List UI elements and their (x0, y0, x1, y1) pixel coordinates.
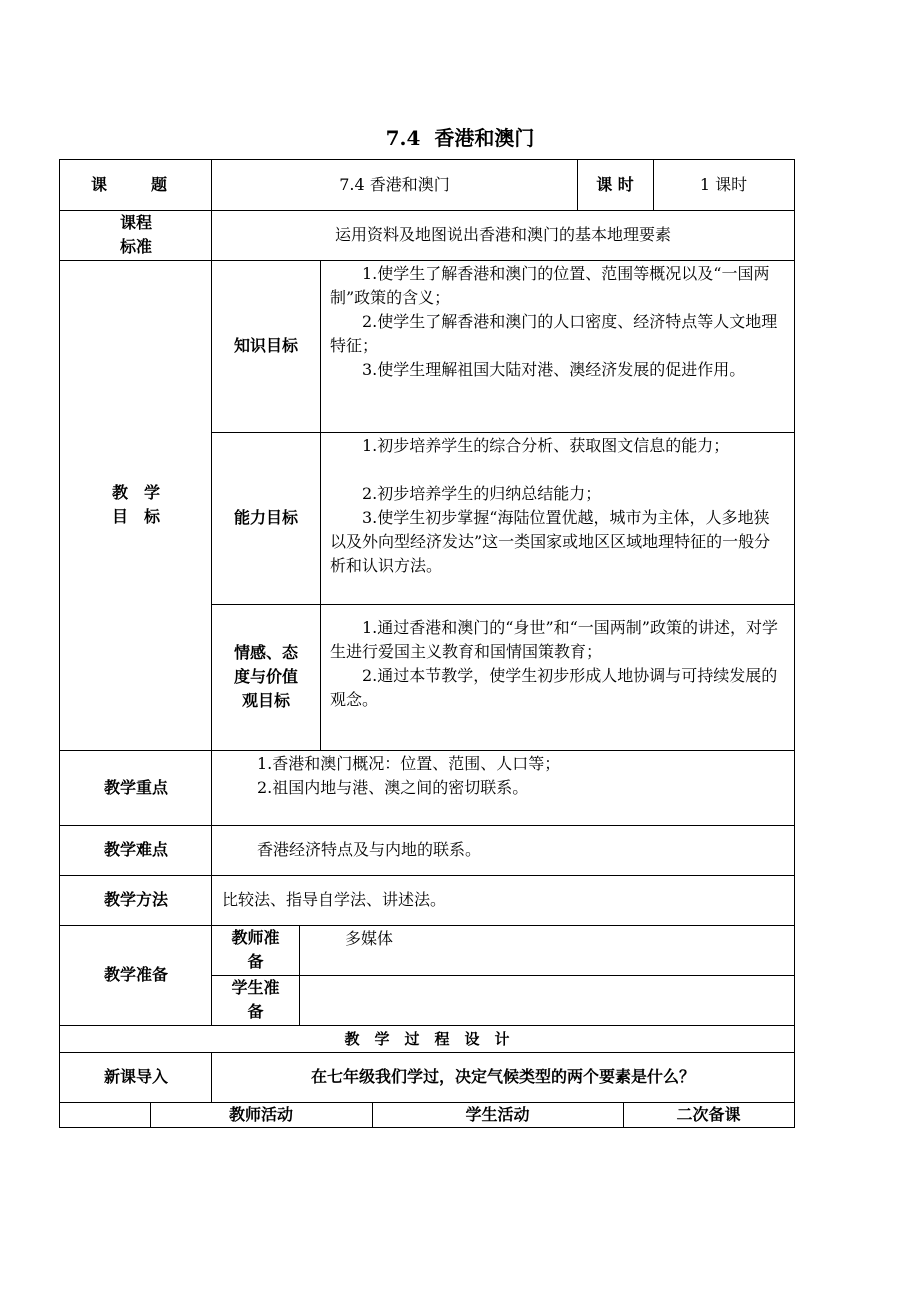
key-point-item: 2.祖国内地与港、澳之间的密切联系。 (257, 778, 529, 797)
process-header: 教 学 过 程 设 计 (344, 1030, 510, 1048)
knowledge-item: 3.使学生理解祖国大陆对港、澳经济发展的促进作用。 (362, 360, 746, 379)
second-prep-header: 二次备课 (676, 1104, 741, 1124)
teacher-prep-label: 教师准 备 (231, 928, 280, 971)
col-divider (372, 1102, 373, 1127)
student-prep-value (345, 977, 775, 1001)
row-divider (59, 825, 795, 826)
knowledge-item: 2.使学生了解香港和澳门的人口密度、经济特点等人文地理特征； (330, 312, 778, 355)
difficulty-value: 香港经济特点及与内地的联系。 (257, 840, 482, 859)
title-number: 7.4 (385, 126, 421, 150)
col-divider (299, 925, 300, 1025)
prep-label: 教学准备 (103, 965, 168, 984)
goals-label: 教 学 目 标 (111, 483, 160, 526)
teacher-prep-value: 多媒体 (345, 929, 394, 948)
table-border-right (794, 159, 795, 1127)
knowledge-content (330, 262, 780, 430)
ability-item: 1.初步培养学生的综合分析、获取图文信息的能力； (362, 436, 730, 455)
ability-label: 能力目标 (233, 508, 298, 527)
intro-label: 新课导入 (103, 1067, 168, 1086)
ability-item: 3.使学生初步掌握“海陆位置优越，城市为主体，人多地狭以及外向型经济发达”这一类国家或地区区域地理特征的一般分析和认识方法。 (330, 508, 771, 575)
col-divider (320, 260, 321, 750)
hours-label: 课 时 (596, 175, 634, 194)
table-border-bottom (59, 1127, 795, 1128)
standard-label: 课程 标准 (119, 213, 152, 256)
title-text: 香港和澳门 (434, 126, 535, 150)
emotion-content (330, 616, 780, 746)
key-points-content (257, 752, 787, 822)
emotion-item: 1.通过香港和澳门的“身世”和“一国两制”政策的讲述，对学生进行爱国主义教育和国情国策教育； (330, 618, 778, 661)
col-divider (577, 159, 578, 210)
key-point-item: 1.香港和澳门概况：位置、范围、人口等； (257, 754, 561, 773)
col-divider (623, 1102, 624, 1127)
row-divider (59, 210, 795, 211)
teacher-activity-header: 教师活动 (228, 1104, 293, 1124)
row-divider (59, 875, 795, 876)
row-divider (59, 925, 795, 926)
row-divider (59, 1025, 795, 1026)
col-divider (653, 159, 654, 210)
key-points-label: 教学重点 (103, 777, 168, 797)
ability-content (330, 434, 780, 602)
row-divider (212, 432, 795, 433)
page-title (0, 122, 920, 151)
table-border-top (59, 159, 795, 160)
row-divider (59, 1052, 795, 1053)
knowledge-item: 1.使学生了解香港和澳门的位置、范围等概况以及“一国两制”政策的含义； (330, 264, 770, 307)
row-divider (212, 604, 795, 605)
col-divider (211, 159, 212, 1026)
col-divider (150, 1102, 151, 1127)
student-activity-header: 学生活动 (465, 1104, 530, 1124)
method-value: 比较法、指导自学法、讲述法。 (222, 890, 447, 909)
topic-value: 7.4 香港和澳门 (339, 175, 450, 194)
topic-label: 课 题 (90, 175, 181, 194)
intro-value: 在七年级我们学过，决定气候类型的两个要素是什么？ (310, 1067, 695, 1086)
difficulty-label: 教学难点 (103, 840, 168, 859)
table-border-left (59, 159, 60, 1127)
student-prep-label: 学生准 备 (231, 978, 280, 1021)
row-divider (59, 260, 795, 261)
col-divider (211, 1052, 212, 1102)
row-divider (59, 1102, 795, 1103)
ability-item: 2.初步培养学生的归纳总结能力； (362, 484, 602, 503)
row-divider (59, 750, 795, 751)
standard-value: 运用资料及地图说出香港和澳门的基本地理要素 (334, 225, 671, 244)
method-label: 教学方法 (103, 890, 168, 909)
emotion-label: 情感、态 度与价值 观目标 (233, 643, 298, 710)
emotion-item: 2.通过本节教学，使学生初步形成人地协调与可持续发展的观念。 (330, 666, 778, 709)
knowledge-label: 知识目标 (233, 336, 298, 355)
hours-value: 1 课时 (699, 175, 748, 194)
